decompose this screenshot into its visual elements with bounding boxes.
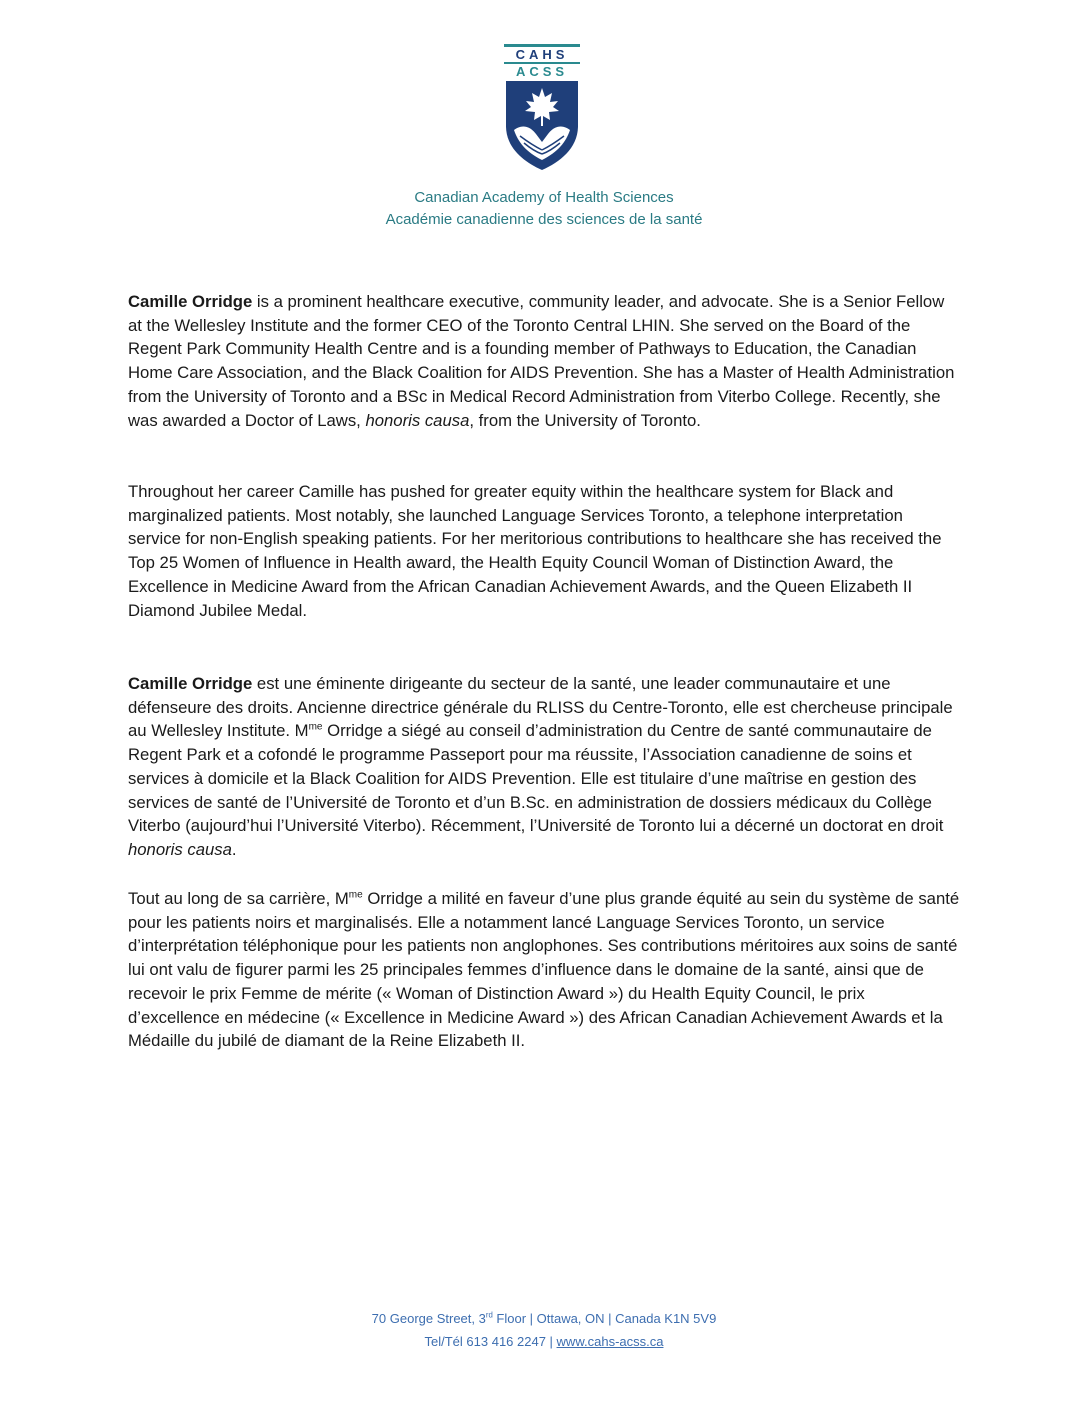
bio-en-paragraph-1 [128,290,960,432]
bio-en-paragraph-2: Throughout her career Camille has pushed for greater equity within the healthcare system for Black and marginalized patients. Most notably, she launched Language Services Toronto, a telephone interpretation service for non-English speaking patients. For her meritorious contributions to healthcare she has received the Top 25 Women of Influence in Health award, the Health Equity Council Woman of Distinction Award, the Excellence in Medicine Award from the African Canadian Achievement Awards, and the Queen Elizabeth II Diamond Jubilee Medal. [128,482,942,620]
bio-en-name: Camille Orridge [128,292,253,311]
bio-fr-p2-sup: me [348,889,363,901]
footer-address-a: 70 George Street, 3 [371,1311,486,1326]
footer-address-b: Floor | Ottawa, ON | Canada K1N 5V9 [492,1311,717,1326]
footer-address-sup: rd [485,1310,493,1320]
bio-fr-p2-text-b: Orridge a milité en faveur d’une plus grande équité au sein du système de santé pour les patients noirs et marginalisés. Elle a notamment lancé Language Services Toronto, un service d’interprétation téléphonique pour les patients non anglophones. Ses contributions méritoires aux soins de santé lui ont valu de figurer parmi les 25 principales femmes d’influence dans le domaine de la santé, ainsi que de recevoir le prix Femme de mérite (« Woman of Distinction Award ») du Health Equity Council, le prix d’excellence en médecine (« Excellence in Medicine Award ») des African Canadian Achievement Awards et la Médaille du jubilé de diamant de la Reine Elizabeth II. [128,889,960,1051]
bio-fr-p2-text-a: Tout au long de sa carrière, M [128,889,349,908]
bio-fr-paragraph-2 [128,887,960,1053]
bio-en-p1-text-a: is a prominent healthcare executive, community leader, and advocate. She is a Senior Fellow at the Wellesley Institute and the former CEO of the Toronto Central LHIN. She served on the Board of the Regent Park Community Health Centre and is a founding member of Pathways to Education, the Canadian Home Care Association, and the Black Coalition for AIDS Prevention. She has a Master of Health Administration from the University of Toronto and a BSc in Medical Record Administration from Viterbo College. Recently, she was awarded a Doctor of Laws, [128,292,955,430]
bio-fr-p1-text-c: . [231,839,237,859]
bio-fr-p1-text-b: Orridge a siégé au conseil d’administration du Centre de santé communautaire de Regent Park et a cofondé le programme Passeport pour ma réussite, l’Association canadienne de soins et services à domicile et la Black Coalition for AIDS Prevention. Elle est titulaire d’une maîtrise en gestion des services de santé de l’Université de Toronto et d’un B.Sc. en administration de dossiers médicaux du Collège Viterbo (aujourd’hui l’Université Viterbo). Récemment, l’Université de Toronto lui a décerné un doctorat en droit [128,721,944,836]
bio-en-p1-italic: honoris causa [365,410,470,430]
bio-fr-paragraph-1 [128,672,960,862]
cahs-acss-logo [500,44,584,172]
logo-line1: CAHS [515,47,569,62]
org-name-french: Académie canadienne des sciences de la santé [385,211,703,228]
org-name-english: Canadian Academy of Health Sciences [414,189,674,206]
bio-en-p1-text-b: , from the University of Toronto. [469,410,701,430]
logo-line2: ACSS [515,64,569,79]
bio-fr-p1-italic: honoris causa [128,839,232,859]
footer-address [0,1311,1088,1326]
bio-fr-name: Camille Orridge [128,674,253,693]
footer-contact [0,1334,1088,1349]
footer-website-link[interactable]: www.cahs-acss.ca [556,1334,664,1349]
bio-fr-p1-sup: me [308,721,323,733]
bio-fr-p1-text-a: est une éminente dirigeante du secteur de la santé, une leader communautaire et une défenseure des droits. Ancienne directrice générale du RLISS du Centre-Toronto, elle est chercheuse principale au Wellesley Institute. M [128,674,953,741]
footer-phone: Tel/Tél 613 416 2247 | [424,1334,557,1349]
